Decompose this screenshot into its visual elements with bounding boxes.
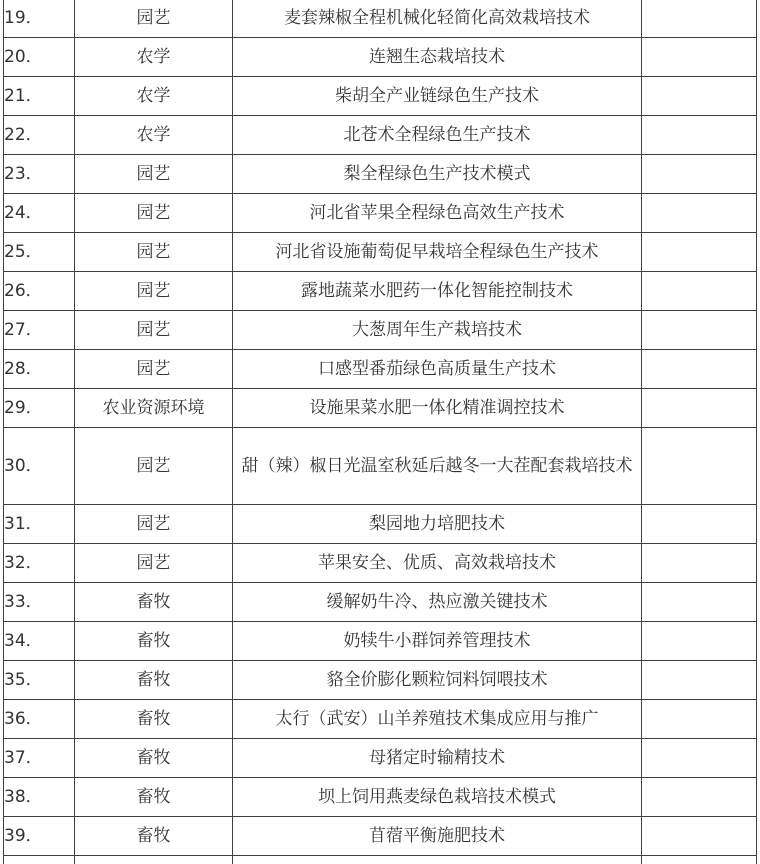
table-row	[4, 233, 757, 272]
technology-list-table	[3, 0, 757, 864]
row-category: 畜牧	[75, 583, 233, 622]
row-technology-name: 河北省设施葡萄促早栽培全程绿色生产技术	[233, 233, 642, 272]
row-empty-cell	[642, 739, 757, 778]
row-category: 园艺	[75, 155, 233, 194]
row-empty-cell	[642, 661, 757, 700]
row-category: 园艺	[75, 0, 233, 38]
row-empty-cell	[642, 350, 757, 389]
row-empty-cell	[642, 0, 757, 38]
row-technology-name	[233, 856, 642, 864]
row-number: 37．	[4, 739, 75, 778]
row-empty-cell	[642, 272, 757, 311]
row-number: 25．	[4, 233, 75, 272]
row-category: 农学	[75, 38, 233, 77]
row-number: 28．	[4, 350, 75, 389]
row-number: 33．	[4, 583, 75, 622]
table-row	[4, 505, 757, 544]
row-category: 畜牧	[75, 817, 233, 856]
row-category	[75, 856, 233, 864]
row-category: 园艺	[75, 272, 233, 311]
row-empty-cell	[642, 194, 757, 233]
row-technology-name: 河北省苹果全程绿色高效生产技术	[233, 194, 642, 233]
table-row	[4, 38, 757, 77]
row-empty-cell	[642, 428, 757, 505]
table-row	[4, 583, 757, 622]
row-empty-cell	[642, 505, 757, 544]
row-empty-cell	[642, 311, 757, 350]
row-technology-name: 缓解奶牛冷、热应激关键技术	[233, 583, 642, 622]
table-row	[4, 389, 757, 428]
table-row	[4, 0, 757, 38]
table-row	[4, 739, 757, 778]
row-technology-name: 貉全价膨化颗粒饲料饲喂技术	[233, 661, 642, 700]
table-row	[4, 116, 757, 155]
row-category: 园艺	[75, 544, 233, 583]
row-category: 农学	[75, 77, 233, 116]
row-empty-cell	[642, 856, 757, 864]
row-category: 畜牧	[75, 778, 233, 817]
table-row	[4, 544, 757, 583]
row-technology-name: 苜蓿平衡施肥技术	[233, 817, 642, 856]
row-number: 23．	[4, 155, 75, 194]
row-empty-cell	[642, 700, 757, 739]
row-technology-name: 口感型番茄绿色高质量生产技术	[233, 350, 642, 389]
row-technology-name: 坝上饲用燕麦绿色栽培技术模式	[233, 778, 642, 817]
table-row	[4, 194, 757, 233]
row-number: 26．	[4, 272, 75, 311]
row-number: 27．	[4, 311, 75, 350]
row-category: 农学	[75, 116, 233, 155]
row-number: 24．	[4, 194, 75, 233]
row-technology-name: 奶犊牛小群饲养管理技术	[233, 622, 642, 661]
row-technology-name: 太行（武安）山羊养殖技术集成应用与推广	[233, 700, 642, 739]
table-row	[4, 311, 757, 350]
row-category: 畜牧	[75, 700, 233, 739]
row-technology-name: 北苍术全程绿色生产技术	[233, 116, 642, 155]
row-empty-cell	[642, 778, 757, 817]
row-empty-cell	[642, 622, 757, 661]
table-row	[4, 77, 757, 116]
table-row	[4, 817, 757, 856]
table-row	[4, 272, 757, 311]
row-number: 19．	[4, 0, 75, 38]
row-number: 31．	[4, 505, 75, 544]
row-empty-cell	[642, 155, 757, 194]
row-category: 畜牧	[75, 661, 233, 700]
row-number: 22．	[4, 116, 75, 155]
row-number: 32．	[4, 544, 75, 583]
row-category: 园艺	[75, 350, 233, 389]
row-technology-name: 母猪定时输精技术	[233, 739, 642, 778]
row-empty-cell	[642, 583, 757, 622]
row-category: 园艺	[75, 194, 233, 233]
row-number: 34．	[4, 622, 75, 661]
row-number: 38．	[4, 778, 75, 817]
row-empty-cell	[642, 233, 757, 272]
row-number: 30．	[4, 428, 75, 505]
row-number: 35．	[4, 661, 75, 700]
row-number: 21．	[4, 77, 75, 116]
row-number: 29．	[4, 389, 75, 428]
row-technology-name: 苹果安全、优质、高效栽培技术	[233, 544, 642, 583]
row-category: 畜牧	[75, 739, 233, 778]
row-category: 农业资源环境	[75, 389, 233, 428]
row-technology-name: 梨园地力培肥技术	[233, 505, 642, 544]
row-empty-cell	[642, 77, 757, 116]
row-empty-cell	[642, 389, 757, 428]
table-row	[4, 661, 757, 700]
row-empty-cell	[642, 116, 757, 155]
row-technology-name: 露地蔬菜水肥药一体化智能控制技术	[233, 272, 642, 311]
table-row	[4, 700, 757, 739]
row-empty-cell	[642, 38, 757, 77]
row-technology-name: 麦套辣椒全程机械化轻简化高效栽培技术	[233, 0, 642, 38]
table-row	[4, 622, 757, 661]
row-technology-name: 柴胡全产业链绿色生产技术	[233, 77, 642, 116]
row-number: 39．	[4, 817, 75, 856]
row-category: 园艺	[75, 428, 233, 505]
row-technology-name: 连翘生态栽培技术	[233, 38, 642, 77]
row-category: 畜牧	[75, 622, 233, 661]
row-empty-cell	[642, 817, 757, 856]
table-row	[4, 350, 757, 389]
row-technology-name: 梨全程绿色生产技术模式	[233, 155, 642, 194]
row-number: 20．	[4, 38, 75, 77]
table-row	[4, 778, 757, 817]
row-number	[4, 856, 75, 864]
table-row	[4, 155, 757, 194]
row-number: 36．	[4, 700, 75, 739]
table-row	[4, 428, 757, 505]
row-technology-name: 大葱周年生产栽培技术	[233, 311, 642, 350]
row-category: 园艺	[75, 505, 233, 544]
row-technology-name: 甜（辣）椒日光温室秋延后越冬一大茬配套栽培技术	[233, 428, 642, 505]
row-empty-cell	[642, 544, 757, 583]
row-category: 园艺	[75, 311, 233, 350]
table-row-partial	[4, 856, 757, 864]
row-technology-name: 设施果菜水肥一体化精准调控技术	[233, 389, 642, 428]
row-category: 园艺	[75, 233, 233, 272]
